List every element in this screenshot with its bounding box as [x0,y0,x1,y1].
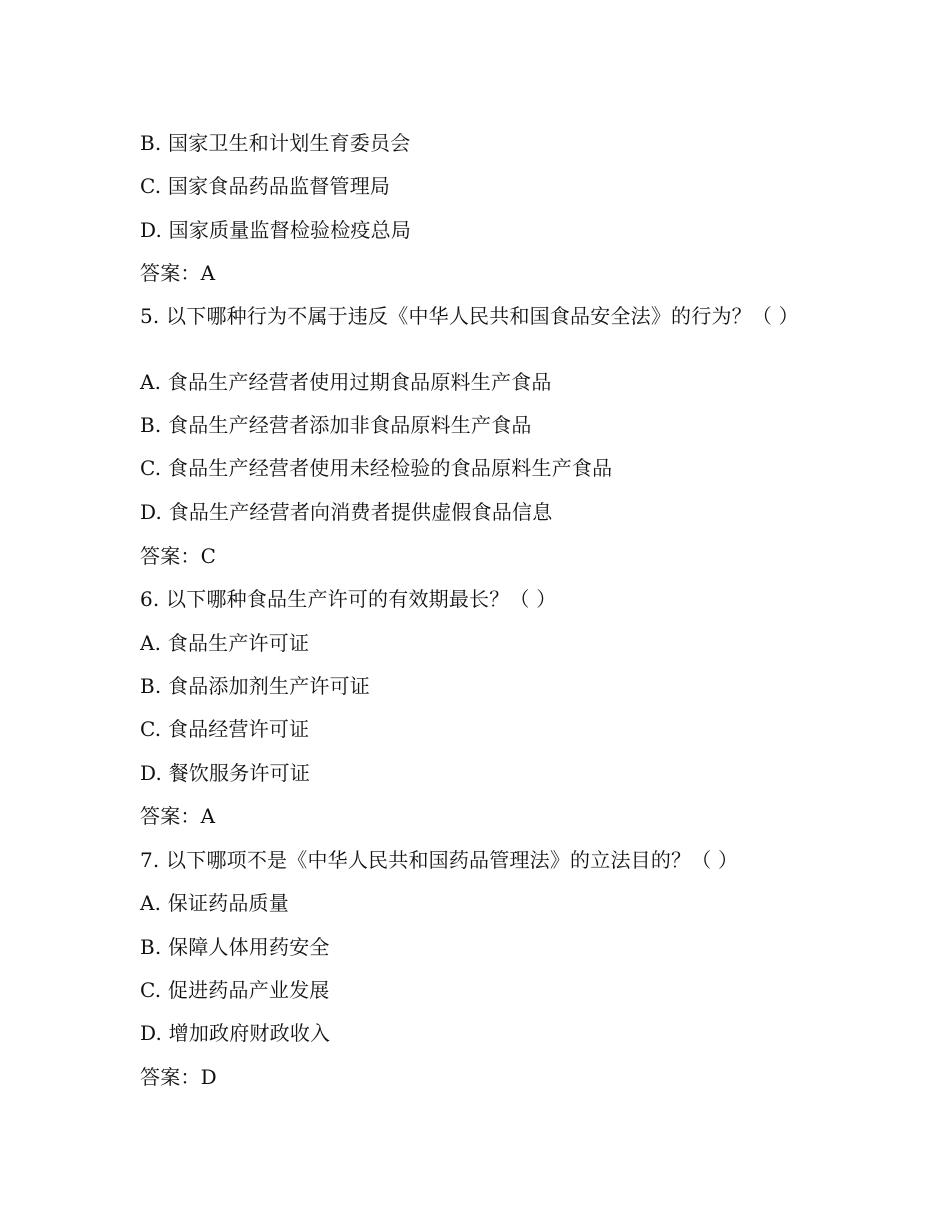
option-c: C. 国家食品药品监督管理局 [140,174,391,198]
answer-line: 答案：D [140,1065,217,1089]
option-b: B. 食品添加剂生产许可证 [140,674,371,698]
option-c: C. 食品经营许可证 [140,717,310,741]
option-b: B. 国家卫生和计划生育委员会 [140,131,411,155]
option-b: B. 食品生产经营者添加非食品原料生产食品 [140,413,532,437]
answer-line: 答案：C [140,544,217,568]
option-c: C. 食品生产经营者使用未经检验的食品原料生产食品 [140,456,613,480]
question-7: 7. 以下哪项不是《中华人民共和国药品管理法》的立法目的？（ ） [140,848,739,872]
option-a: A. 保证药品质量 [140,891,289,915]
option-a: A. 食品生产经营者使用过期食品原料生产食品 [140,370,552,394]
option-d: D. 食品生产经营者向消费者提供虚假食品信息 [140,500,553,524]
option-d: D. 餐饮服务许可证 [140,761,311,785]
option-a: A. 食品生产许可证 [140,631,310,655]
question-5: 5. 以下哪种行为不属于违反《中华人民共和国食品安全法》的行为？（ ） [140,304,799,328]
option-d: D. 增加政府财政收入 [140,1021,331,1045]
question-6: 6. 以下哪种食品生产许可的有效期最长？（ ） [140,587,557,611]
answer-line: 答案：A [140,261,216,285]
option-d: D. 国家质量监督检验检疫总局 [140,218,412,242]
answer-line: 答案：A [140,804,216,828]
option-b: B. 保障人体用药安全 [140,935,330,959]
option-c: C. 促进药品产业发展 [140,978,330,1002]
